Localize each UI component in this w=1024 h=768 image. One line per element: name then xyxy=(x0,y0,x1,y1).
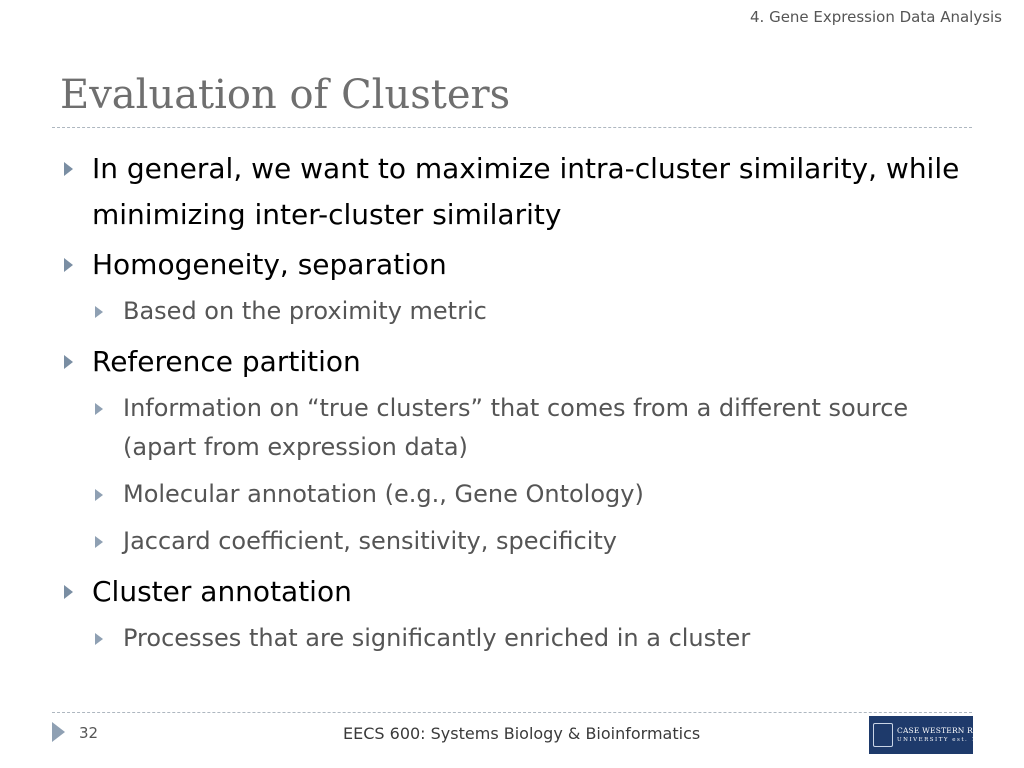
sub-bullet-item xyxy=(93,619,962,658)
sub-bullet-arrow-icon xyxy=(95,403,103,415)
bullet-arrow-icon xyxy=(64,585,73,599)
bullet-item xyxy=(62,242,962,288)
footer-divider xyxy=(52,712,972,713)
section-label: 4. Gene Expression Data Analysis xyxy=(749,8,1002,26)
bullet-text: Cluster annotation xyxy=(92,575,352,608)
sub-bullet-item xyxy=(93,522,962,561)
sub-bullet-item xyxy=(93,475,962,514)
sub-bullet-text: Molecular annotation (e.g., Gene Ontology) xyxy=(123,480,644,508)
sub-bullet-text: Jaccard coefficient, sensitivity, specificity xyxy=(123,527,617,555)
bullet-item xyxy=(62,146,962,238)
sub-bullet-text: Information on “true clusters” that comes from a different source (apart from expression data) xyxy=(123,394,909,461)
bullet-arrow-icon xyxy=(64,258,73,272)
footer-course-title: EECS 600: Systems Biology & Bioinformatics xyxy=(343,724,701,743)
bullet-arrow-icon xyxy=(64,355,73,369)
bullet-text: In general, we want to maximize intra-cluster similarity, while minimizing inter-cluster similarity xyxy=(92,152,960,231)
sub-bullet-item xyxy=(93,292,962,331)
university-logo xyxy=(869,716,1007,754)
page-number: 32 xyxy=(79,724,99,742)
bullet-text: Reference partition xyxy=(92,345,361,378)
bullet-arrow-icon xyxy=(64,162,73,176)
logo-line-1: CASE WESTERN RESERVE xyxy=(897,726,1007,735)
sub-bullet-arrow-icon xyxy=(95,306,103,318)
bullet-item xyxy=(62,339,962,385)
logo-line-2: UNIVERSITY est. 1826 xyxy=(897,736,992,743)
sub-bullet-arrow-icon xyxy=(95,489,103,501)
sub-bullet-text: Based on the proximity metric xyxy=(123,297,487,325)
seal-icon xyxy=(873,723,893,747)
footer-arrow-icon xyxy=(52,722,65,742)
sub-bullet-arrow-icon xyxy=(95,536,103,548)
slide-title: Evaluation of Clusters xyxy=(60,72,511,118)
sub-bullet-arrow-icon xyxy=(95,633,103,645)
title-divider xyxy=(52,127,972,128)
bullet-list xyxy=(62,146,962,666)
bullet-text: Homogeneity, separation xyxy=(92,248,447,281)
sub-bullet-item xyxy=(93,389,962,467)
sub-bullet-text: Processes that are significantly enriched in a cluster xyxy=(123,624,751,652)
bullet-item xyxy=(62,569,962,615)
